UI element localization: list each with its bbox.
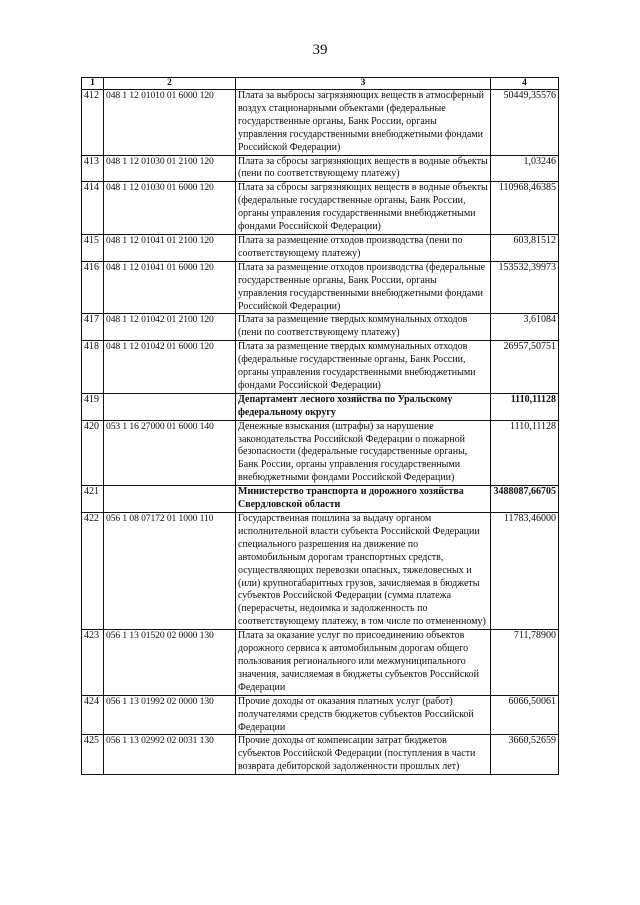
section-row [82,486,559,513]
budget-code: 053 1 16 27000 01 6000 140 [104,420,236,486]
row-description: Прочие доходы от компенсации затрат бюджетов субъектов Российской Федерации (поступления в части возврата дебиторской задолженности прошлых лет) [236,735,491,775]
row-amount: 6066,50061 [491,695,559,735]
row-description: Плата за размещение твердых коммунальных отходов (федеральные государственные органы, Банк России, органы управления государственными внебюджетными фондами Российской Федерации) [236,341,491,394]
row-amount: 3,61084 [491,314,559,341]
column-header-1: 1 [82,78,104,90]
row-amount: 1110,11128 [491,420,559,486]
row-number: 423 [82,630,104,696]
budget-code: 048 1 12 01030 01 2100 120 [104,155,236,182]
table-row [82,341,559,394]
row-number: 424 [82,695,104,735]
row-number: 412 [82,90,104,156]
table-row [82,695,559,735]
row-description: Министерство транспорта и дорожного хозяйства Свердловской области [236,486,491,513]
row-amount: 1,03246 [491,155,559,182]
row-amount: 711,78900 [491,630,559,696]
row-number: 425 [82,735,104,775]
page-number: 39 [312,42,328,58]
table-row [82,182,559,235]
table-row [82,90,559,156]
row-description: Плата за сбросы загрязняющих веществ в водные объекты (пени по соответствующему платежу) [236,155,491,182]
row-description: Прочие доходы от оказания платных услуг (работ) получателями средств бюджетов субъектов Российской Федерации [236,695,491,735]
budget-code: 048 1 12 01030 01 6000 120 [104,182,236,235]
budget-code [104,393,236,420]
row-description: Плата за размещение твердых коммунальных отходов (пени по соответствующему платежу) [236,314,491,341]
table-row [82,234,559,261]
budget-code: 048 1 12 01042 01 2100 120 [104,314,236,341]
row-description: Плата за размещение отходов производства (федеральные государственные органы, Банк России, органы управления государственными внебюджетными фондами Российской Федерации) [236,261,491,314]
row-number: 416 [82,261,104,314]
row-number: 421 [82,486,104,513]
row-number: 415 [82,234,104,261]
budget-code: 048 1 12 01041 01 2100 120 [104,234,236,261]
row-amount: 3488087,66705 [491,486,559,513]
budget-code: 056 1 08 07172 01 1000 110 [104,513,236,630]
row-number: 414 [82,182,104,235]
budget-code [104,486,236,513]
row-description: Денежные взыскания (штрафы) за нарушение законодательства Российской Федерации о пожарной безопасности (федеральные государственные органы, Банк России, органы управления государственными внебюджетными фондами Российской Федерации) [236,420,491,486]
table-row [82,261,559,314]
row-amount: 3660,52659 [491,735,559,775]
row-amount: 603,81512 [491,234,559,261]
row-description: Департамент лесного хозяйства по Уральскому федеральному округу [236,393,491,420]
budget-code: 048 1 12 01042 01 6000 120 [104,341,236,394]
row-number: 419 [82,393,104,420]
row-number: 422 [82,513,104,630]
row-amount: 26957,50751 [491,341,559,394]
table-row [82,513,559,630]
row-number: 418 [82,341,104,394]
section-row [82,393,559,420]
row-description: Плата за сбросы загрязняющих веществ в водные объекты (федеральные государственные органы, Банк России, органы управления государственными внебюджетными фондами Российской Федерации) [236,182,491,235]
table-row [82,735,559,775]
budget-code: 056 1 13 01992 02 0000 130 [104,695,236,735]
budget-code: 056 1 13 01520 02 0000 130 [104,630,236,696]
budget-code: 048 1 12 01041 01 6000 120 [104,261,236,314]
column-header-3: 3 [236,78,491,90]
row-number: 413 [82,155,104,182]
table-row [82,314,559,341]
table-row [82,155,559,182]
row-amount: 110968,46385 [491,182,559,235]
row-description: Плата за размещение отходов производства (пени по соответствующему платежу) [236,234,491,261]
row-number: 417 [82,314,104,341]
budget-code: 048 1 12 01010 01 6000 120 [104,90,236,156]
row-description: Плата за выбросы загрязняющих веществ в атмосферный воздух стационарными объектами (федеральные государственные органы, Банк России, органы управления государственными внебюджетными фондами Российской Федерации) [236,90,491,156]
table-body [82,90,559,775]
table-row [82,420,559,486]
budget-code: 056 1 13 02992 02 0031 130 [104,735,236,775]
table-row [82,630,559,696]
row-amount: 11783,46000 [491,513,559,630]
row-amount: 50449,35576 [491,90,559,156]
row-description: Плата за оказание услуг по присоединению объектов дорожного сервиса к автомобильным дорогам общего пользования регионального или межмуниципального значения, зачисляемая в бюджеты субъектов Российской Федерации [236,630,491,696]
column-header-4: 4 [491,78,559,90]
revenue-table [81,77,559,775]
row-description: Государственная пошлина за выдачу органом исполнительной власти субъекта Российской Федерации специального разрешения на движение по автомобильным дорогам транспортных средств, осуществляющих перевозки опасных, тяжеловесных и (или) крупногабаритных грузов, зачисляемая в бюджеты субъектов Российской Федерации (сумма платежа (перерасчеты, недоимка и задолженность по соответствующему платежу, в том числе по отмененному) [236,513,491,630]
row-amount: 153532,39973 [491,261,559,314]
column-header-2: 2 [104,78,236,90]
row-number: 420 [82,420,104,486]
row-amount: 1110,11128 [491,393,559,420]
table-header-row [82,78,559,90]
